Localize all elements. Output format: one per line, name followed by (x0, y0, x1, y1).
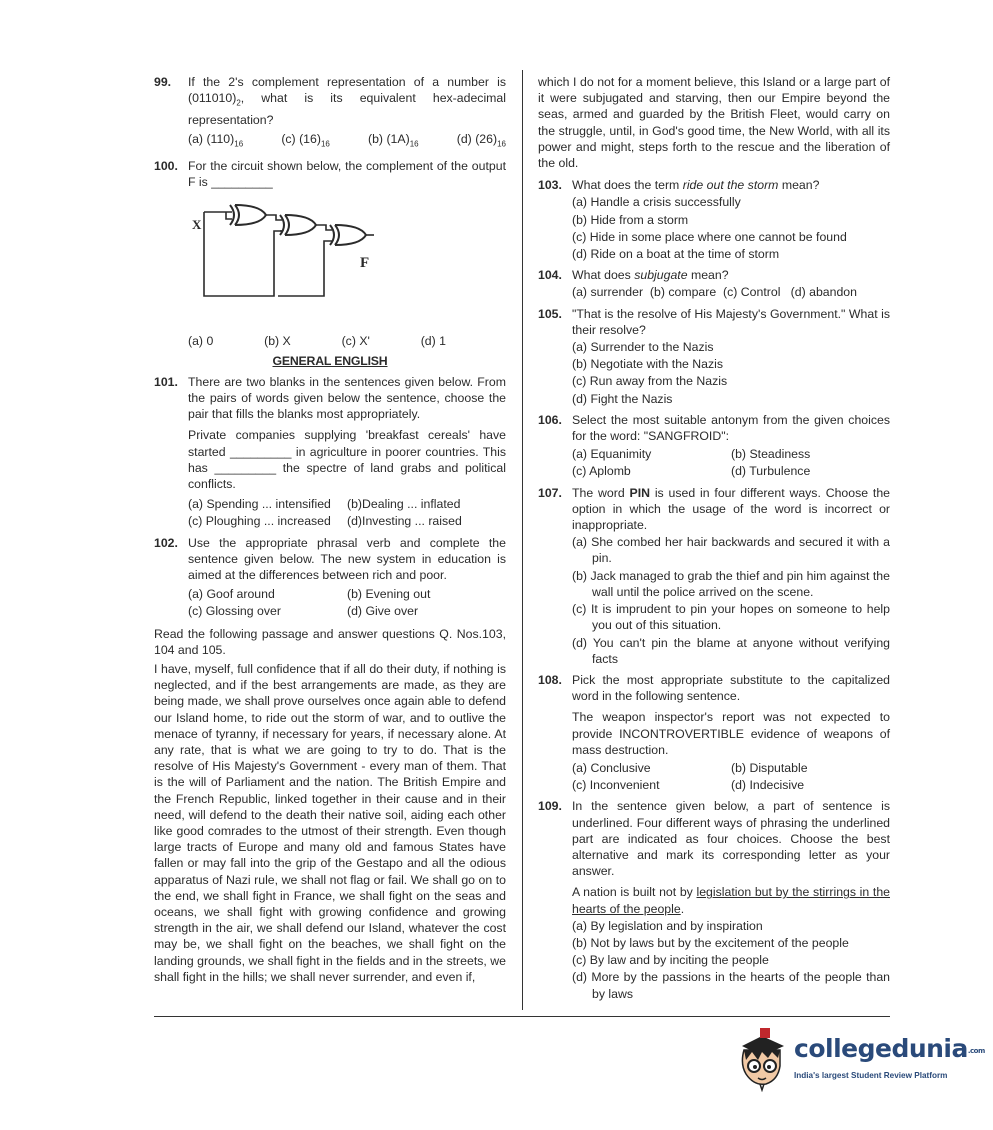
option-b: (b) Disputable (731, 760, 808, 775)
option-b: (b) Evening out (347, 587, 431, 602)
question-text: There are two blanks in the sentences given below. From the pairs of words given below the sentence, choose the pair that fills the blanks most appropriately. (188, 374, 506, 422)
question-sentence: Private companies supplying 'breakfast cereals' have started _________ in agriculture in poorer countries. This has _________ the spectre of land grabs and political conflicts. (188, 428, 506, 491)
question-text: "That is the resolve of His Majesty's Government." What is their resolve? (572, 306, 890, 337)
output-f-label: F (360, 255, 370, 272)
option-d: (d) Fight the Nazis (572, 391, 673, 406)
question-107 (538, 485, 890, 667)
option-d: (d) More by the passions in the hearts of the people than by laws (572, 970, 890, 1001)
option-a: (a) 0 (188, 334, 214, 349)
question-text: What does subjugate mean? (572, 268, 729, 283)
input-x-label: X (192, 217, 202, 233)
question-100 (154, 158, 506, 190)
options (188, 586, 506, 619)
question-108 (538, 672, 890, 793)
question-number: 103. (538, 178, 562, 193)
xor-gate-3 (330, 225, 366, 245)
question-number: 104. (538, 268, 562, 283)
option-c: (c) It is imprudent to pin your hopes on someone to help you out of this situation. (572, 602, 890, 633)
collegedunia-logo (732, 1024, 985, 1096)
option-b: (b) Steadiness (731, 447, 811, 462)
logo-tagline: India's largest Student Review Platform (794, 1071, 948, 1080)
section-heading: GENERAL ENGLISH (272, 353, 388, 368)
option-c: (c) Hide in some place where one cannot be found (572, 229, 847, 244)
question-106 (538, 412, 890, 480)
option-b: (b)Dealing ... inflated (347, 497, 461, 512)
options (188, 496, 506, 529)
option-a: (a) $(110)_{16}$ (188, 132, 244, 149)
xor-circuit-diagram (192, 201, 412, 321)
option-c: (c) Ploughing ... increased (188, 514, 331, 529)
option-d: (d) 1 (420, 334, 446, 349)
question-105 (538, 306, 890, 407)
passage-text: I have, myself, full confidence that if all do their duty, if nothing is neglected, and if the best arrangements are made, as they are being made, we shall prove ourselves once again able to defend our Island home, to ride out the storm of war, and to outlive the menace of tyranny, if necessary for years, if necessary alone. At any rate, that is what we are going to try to do. That is the resolve of His Majesty's Government - every man of them. That is the will of Parliament and the nation. The British Empire and the French Republic, linked together in their cause and in their need, will defend to the death their native soil, aiding each other like good comrades to the utmost of their strength. Even though large tracts of Europe and many old and famous States have fallen or may fall into the grip of the Gestapo and all the odious apparatus of Nazi rule, we shall not flag or fail. We shall go on to the end, we shall fight in France, we shall fight on the seas and oceans, we shall fight with growing confidence and growing strength in the air, we shall defend our Island, whatever the cost may be, we shall fight on the beaches, we shall fight on the landing grounds, we shall fight in the fields and in the streets, we shall fight in the hills; we shall never surrender, and even if, (154, 661, 506, 984)
option-a: (a) By legislation and by inspiration (572, 918, 763, 933)
option-d: (d) You can't pin the blame at anyone without verifying facts (572, 635, 890, 666)
logo-wordmark: collegedunia.com (794, 1034, 985, 1063)
column-divider (522, 70, 523, 1010)
question-number: 101. (154, 374, 178, 389)
student-mascot-icon (732, 1024, 792, 1092)
option-a: (a) Conclusive (572, 760, 651, 775)
question-sentence: A nation is built not by legislation but by the stirrings in the hearts of the people. (572, 885, 890, 916)
option-b: (b) Hide from a storm (572, 212, 689, 227)
question-text: If the 2's complement representation of a number is $(011010)_2$, what is its equivalent hex-adecimal representation? (188, 75, 506, 127)
option-b: (b) Not by laws but by the excitement of the people (572, 935, 849, 950)
option-c: (c) Inconvenient (572, 778, 660, 793)
question-text: What does the term ride out the storm mean? (572, 178, 820, 193)
question-text: Use the appropriate phrasal verb and complete the sentence given below. The new system in education is aimed at the differences between rich and poor. (188, 535, 506, 582)
option-c: (c) Aplomb (572, 464, 631, 479)
footer-rule (154, 1016, 890, 1017)
question-104 (538, 267, 890, 300)
option-a: (a) Equanimity (572, 447, 652, 462)
question-109 (538, 798, 890, 1001)
option-c: (c) Run away from the Nazis (572, 374, 728, 389)
option-c: (c) $(16)_{16}$ (281, 132, 330, 149)
option-a: (a) Handle a crisis successfully (572, 195, 741, 210)
option-d: (d) Ride on a boat at the time of storm (572, 247, 780, 262)
question-101 (154, 374, 506, 530)
option-d: (d) $(26)_{16}$ (456, 132, 506, 149)
question-sentence: The weapon inspector's report was not expected to provide INCONTROVERTIBLE evidence of weapons of mass destruction. (572, 710, 890, 757)
option-b: (b) X (264, 334, 291, 349)
option-a: (a) Surrender to the Nazis (572, 340, 714, 355)
question-number: 102. (154, 535, 178, 550)
options (572, 446, 890, 479)
question-number: 106. (538, 412, 562, 427)
question-102 (154, 535, 506, 620)
xor-gate-1 (230, 205, 266, 225)
question-99 (154, 74, 506, 153)
question-text: The word PIN is used in four different ways. Choose the option in which the usage of the word is incorrect or inappropriate. (572, 485, 890, 533)
option-a: (a) Spending ... intensified (188, 497, 331, 512)
option-d: (d)Investing ... raised (347, 514, 462, 529)
question-number: 109. (538, 799, 562, 814)
option-a: (a) Goof around (188, 587, 275, 602)
question-number: 107. (538, 485, 562, 500)
question-text: In the sentence given below, a part of sentence is underlined. Four different ways of phrasing the underlined part are indicated as four choices. Choose the best alternative and mark its corresponding letter as your answer. (572, 799, 890, 879)
left-column (154, 74, 506, 985)
options (572, 760, 890, 793)
options: (a) surrender (b) compare (c) Control (d) abandon (572, 285, 857, 300)
passage-continuation: which I do not for a moment believe, this Island or a large part of it were subjugated and starving, then our Empire beyond the seas, armed and guarded by the British Fleet, would carry on the struggle, until, in God's good time, the New World, with all its power and might, steps forth to the rescue and the liberation of the old. (538, 75, 890, 171)
question-100-options (154, 333, 506, 349)
option-c: (c) X' (341, 334, 370, 349)
option-b: (b) Jack managed to grab the thief and pin him against the wall until the police arrived on the scene. (572, 568, 890, 599)
option-a: (a) She combed her hair backwards and secured it with a pin. (572, 535, 890, 566)
question-text: For the circuit shown below, the complement of the output F is _________ (188, 158, 506, 189)
xor-gate-2 (280, 215, 316, 235)
question-number: 100. (154, 158, 178, 173)
right-column (538, 74, 890, 1007)
question-text: Select the most suitable antonym from the given choices for the word: "SANGFROID": (572, 412, 890, 444)
passage-intro: Read the following passage and answer questions Q. Nos.103, 104 and 105. (154, 626, 506, 657)
question-text: Pick the most appropriate substitute to the capitalized word in the following sentence. (572, 672, 890, 704)
option-c: (c) By law and by inciting the people (572, 953, 769, 968)
option-d: (d) Give over (347, 604, 419, 619)
question-number: 108. (538, 672, 562, 687)
question-number: 105. (538, 306, 562, 321)
option-c: (c) Glossing over (188, 604, 281, 619)
option-b: (b) Negotiate with the Nazis (572, 357, 724, 372)
option-b: (b) $(1A)_{16}$ (368, 132, 419, 149)
options (188, 131, 506, 153)
option-d: (d) Indecisive (731, 778, 805, 793)
question-103 (538, 177, 890, 262)
question-number: 99. (154, 75, 172, 89)
option-d: (d) Turbulence (731, 464, 811, 479)
